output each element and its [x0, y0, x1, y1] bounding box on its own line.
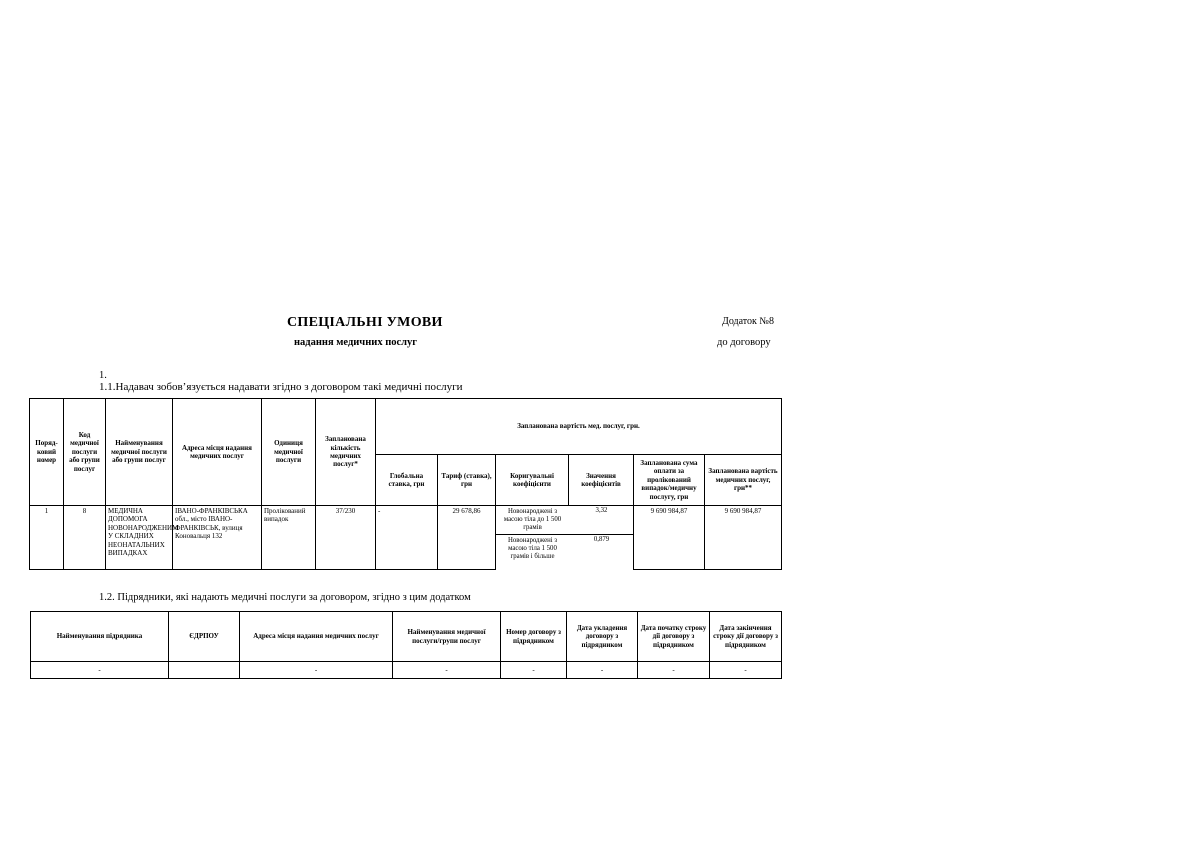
- cell-coef-2-value: 0,879: [569, 535, 634, 564]
- header-planned-cost: Запланована вартість мед. послуг, грн.: [376, 399, 782, 455]
- table-row: [30, 506, 782, 570]
- cell-service-name: МЕДИЧНА ДОПОМОГА НОВОНАРОДЖЕНИМ У СКЛАДНИХ НЕОНАТАЛЬНИХ ВИПАДКАХ: [106, 506, 173, 570]
- cell-coef-2: Новонароджені з масою тіла 1 500 грамів і більше: [496, 535, 569, 564]
- cell-start-date: -: [638, 662, 710, 679]
- coefficients-subtable: [496, 506, 634, 563]
- cell-code: 8: [64, 506, 106, 570]
- section-1-1-heading: 1.1.Надавач зобов’язується надавати згідно з договором такі медичні послуги: [99, 381, 463, 393]
- cell-contract-number: -: [501, 662, 567, 679]
- cell-edrpou: [169, 662, 240, 679]
- table-row: [31, 662, 782, 679]
- header-unit: Одиниця медичної послуги: [262, 399, 316, 506]
- cell-order: 1: [30, 506, 64, 570]
- document-subtitle: надання медичних послуг: [294, 337, 418, 348]
- cell-planned-total: 9 690 984,87: [705, 506, 782, 570]
- header-contract-number: Номер договору з підрядником: [501, 612, 567, 662]
- header-coef-values: Значення коефіцієнтів: [569, 455, 634, 506]
- cell-contract-date: -: [567, 662, 638, 679]
- header-order: Поряд-ковий номер: [30, 399, 64, 506]
- header-contractor-name: Найменування підрядника: [31, 612, 169, 662]
- cell-planned-sum: 9 690 984,87: [634, 506, 705, 570]
- header-service-name: Найменування медичної послуги або групи послуг: [106, 399, 173, 506]
- contract-reference: до договору: [717, 337, 771, 348]
- header-contractor-address: Адреса місця надання медичних послуг: [240, 612, 393, 662]
- annex-number: Додаток №8: [722, 316, 774, 327]
- services-table: [29, 398, 782, 570]
- cell-address: ІВАНО-ФРАНКІВСЬКА обл., місто ІВАНО-ФРАНКІВСЬК, вулиця Коновальця 132: [173, 506, 262, 570]
- section-1-2-heading: 1.2. Підрядники, які надають медичні послуги за договором, згідно з цим додатком: [99, 592, 471, 603]
- header-contractor-service: Найменування медичної послуги/групи послуг: [393, 612, 501, 662]
- header-start-date: Дата початку строку дії договору з підрядником: [638, 612, 710, 662]
- cell-coef-1-value: 3,32: [569, 506, 634, 535]
- section-number: 1.: [99, 370, 107, 381]
- header-planned-qty: Запланована кількість медичних послуг*: [316, 399, 376, 506]
- header-edrpou: ЄДРПОУ: [169, 612, 240, 662]
- cell-contractor-name: -: [31, 662, 169, 679]
- cell-unit: Пролікований випадок: [262, 506, 316, 570]
- coefficients-subtable-cell: [496, 506, 634, 570]
- header-planned-total: Запланована вартість медичних послуг, грн**: [705, 455, 782, 506]
- header-planned-sum: Запланована сума оплати за пролікований випадок/медичну послугу, грн: [634, 455, 705, 506]
- cell-contractor-service: -: [393, 662, 501, 679]
- header-end-date: Дата закінчення строку дії договору з підрядником: [710, 612, 782, 662]
- cell-planned-qty: 37/230: [316, 506, 376, 570]
- header-code: Код медичної послуги або групи послуг: [64, 399, 106, 506]
- header-contract-date: Дата укладення договору з підрядником: [567, 612, 638, 662]
- cell-tariff: 29 678,86: [438, 506, 496, 570]
- header-coefficients: Коригувальні коефіцієнти: [496, 455, 569, 506]
- subcontractors-table: [30, 611, 782, 679]
- cell-contractor-address: -: [240, 662, 393, 679]
- header-global-rate: Глобальна ставка, грн: [376, 455, 438, 506]
- document-title: СПЕЦІАЛЬНІ УМОВИ: [287, 315, 443, 330]
- header-tariff: Тариф (ставка), грн: [438, 455, 496, 506]
- cell-global-rate: -: [376, 506, 438, 570]
- cell-coef-1: Новонароджені з масою тіла до 1 500 грамів: [496, 506, 569, 535]
- cell-end-date: -: [710, 662, 782, 679]
- header-address: Адреса місця надання медичних послуг: [173, 399, 262, 506]
